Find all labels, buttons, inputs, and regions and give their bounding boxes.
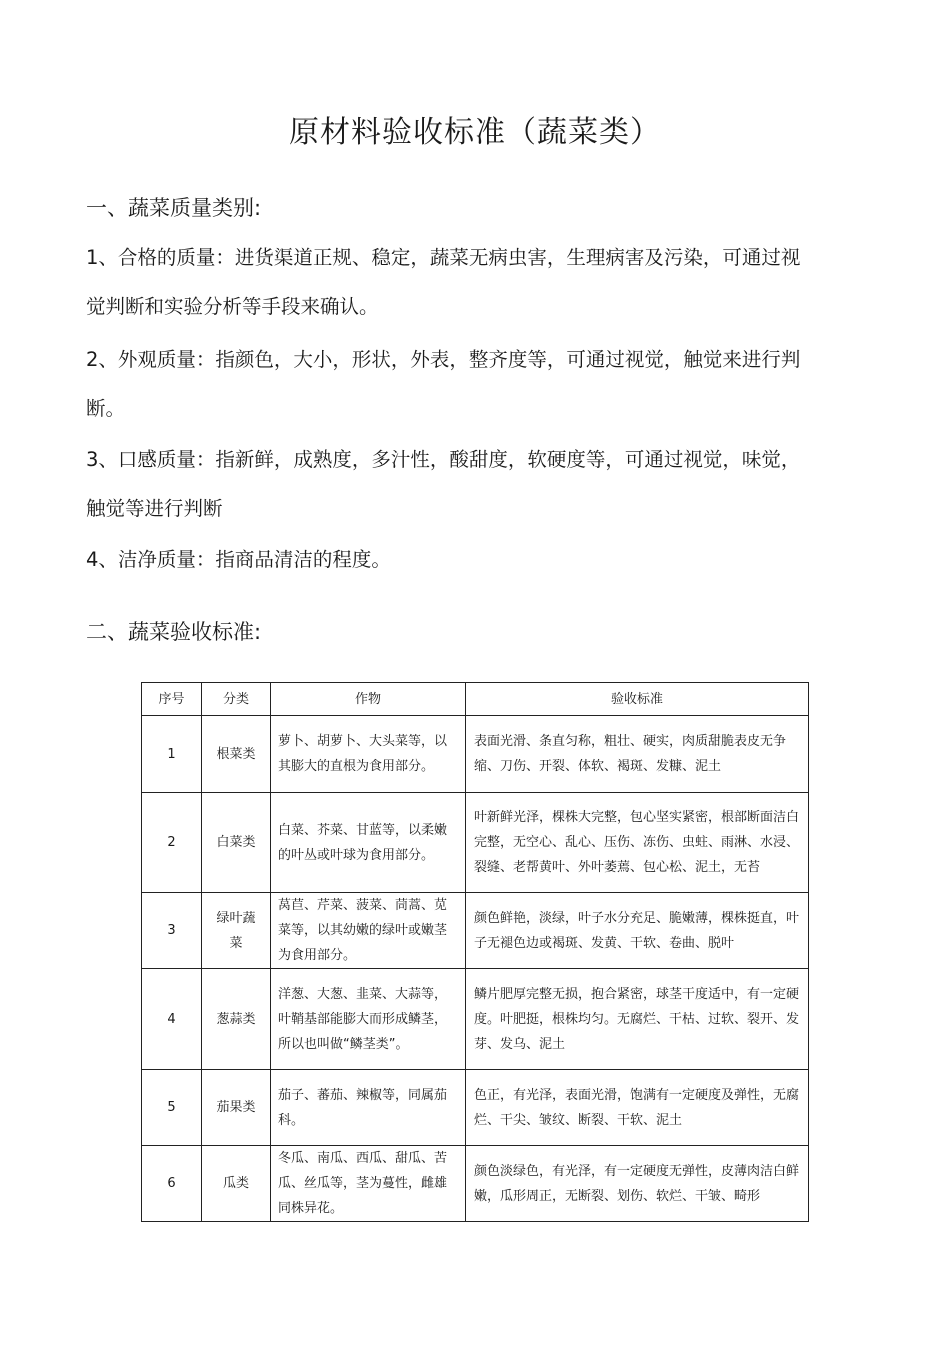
row-standard: 色正，有光泽，表面光滑，饱满有一定硬度及弹性，无腐烂、干尖、皱纹、断裂、干软、泥土 (466, 1070, 809, 1146)
table-row (142, 1070, 809, 1146)
quality-item-1: 1、合格的质量：进货渠道正规、稳定，蔬菜无病虫害，生理病害及污染，可通过视觉判断和实验分析等手段来确认。 (86, 246, 801, 318)
row-standard: 颜色鲜艳，淡绿，叶子水分充足、脆嫩薄，棵株挺直，叶子无褪色边或褐斑、发黄、干软、卷曲、脱叶 (466, 893, 809, 969)
section1-heading: 一、蔬菜质量类别: (86, 196, 262, 220)
header-crop: 作物 (271, 683, 466, 716)
row-no: 2 (142, 793, 202, 893)
row-category: 葱蒜类 (202, 969, 271, 1070)
document-title: 原材料验收标准（蔬菜类） (289, 115, 661, 150)
acceptance-standard-table (141, 682, 809, 1222)
table-row (142, 793, 809, 893)
row-standard: 表面光滑、条直匀称，粗壮、硬实，肉质甜脆表皮无争缩、刀伤、开裂、体软、褐斑、发糠、泥土 (466, 716, 809, 793)
table-row (142, 893, 809, 969)
row-crop: 茄子、蕃茄、辣椒等，同属茄科。 (271, 1070, 466, 1146)
row-standard: 叶新鲜光泽，棵株大完整，包心坚实紧密，根部断面洁白完整，无空心、乱心、压伤、冻伤、虫蛀、雨淋、水浸、裂缝、老帮黄叶、外叶萎蔫、包心松、泥土，无苔 (466, 793, 809, 893)
row-crop: 白菜、芥菜、甘蓝等，以柔嫩的叶丛或叶球为食用部分。 (271, 793, 466, 893)
row-category: 根菜类 (202, 716, 271, 793)
quality-item-2: 2、外观质量：指颜色，大小，形状，外表，整齐度等，可通过视觉，触觉来进行判断。 (86, 348, 801, 420)
quality-item-3: 3、口感质量：指新鲜，成熟度，多汁性，酸甜度，软硬度等，可通过视觉，味觉，触觉等进行判断 (86, 448, 801, 520)
row-no: 5 (142, 1070, 202, 1146)
row-no: 3 (142, 893, 202, 969)
row-standard: 鳞片肥厚完整无损，抱合紧密，球茎干度适中，有一定硬度。叶肥挺，根株均匀。无腐烂、干枯、过软、裂开、发芽、发乌、泥土 (466, 969, 809, 1070)
row-category: 瓜类 (202, 1146, 271, 1222)
table-row (142, 969, 809, 1070)
header-standard: 验收标准 (466, 683, 809, 716)
quality-item-4: 4、洁净质量：指商品清洁的程度。 (86, 548, 391, 571)
row-crop: 莴苣、芹菜、菠菜、茼蒿、苋菜等，以其幼嫩的绿叶或嫩茎为食用部分。 (271, 893, 466, 969)
row-standard: 颜色淡绿色，有光泽，有一定硬度无弹性，皮薄肉洁白鲜嫩，瓜形周正，无断裂、划伤、软烂、干皱、畸形 (466, 1146, 809, 1222)
row-no: 4 (142, 969, 202, 1070)
section2-heading: 二、蔬菜验收标准: (86, 620, 262, 644)
row-no: 1 (142, 716, 202, 793)
row-category: 茄果类 (202, 1070, 271, 1146)
row-crop: 洋葱、大葱、韭菜、大蒜等，叶鞘基部能膨大而形成鳞茎，所以也叫做“鳞茎类”。 (271, 969, 466, 1070)
table-row (142, 1146, 809, 1222)
table-row (142, 716, 809, 793)
row-crop: 冬瓜、南瓜、西瓜、甜瓜、苦瓜、丝瓜等，茎为蔓性，雌雄同株异花。 (271, 1146, 466, 1222)
header-no: 序号 (142, 683, 202, 716)
row-category: 绿叶蔬菜 (202, 893, 271, 969)
row-category: 白菜类 (202, 793, 271, 893)
row-crop: 萝卜、胡萝卜、大头菜等，以其膨大的直根为食用部分。 (271, 716, 466, 793)
table-header-row (142, 683, 809, 716)
row-no: 6 (142, 1146, 202, 1222)
header-category: 分类 (202, 683, 271, 716)
